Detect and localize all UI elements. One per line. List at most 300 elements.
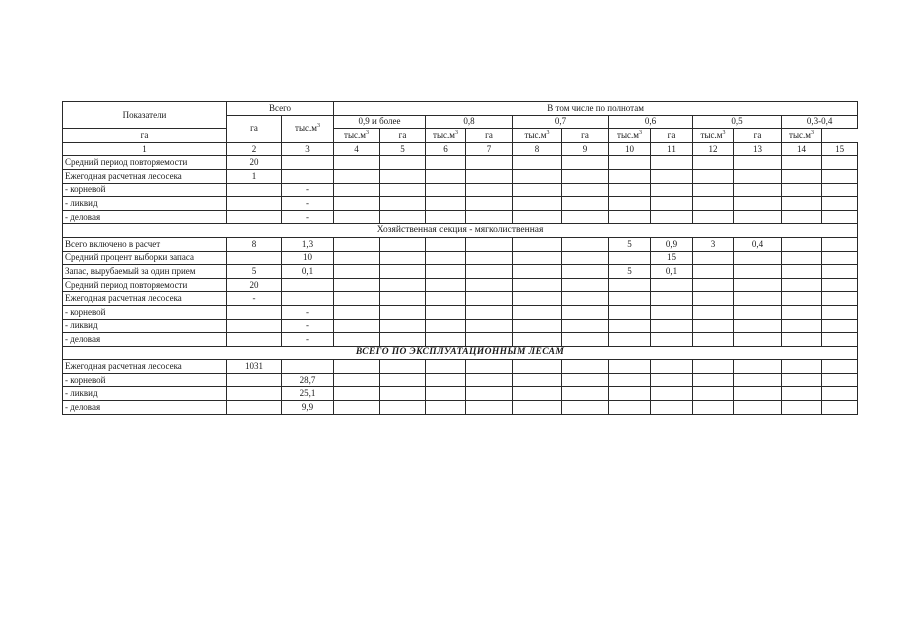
- table-cell: [609, 292, 651, 306]
- table-cell: [693, 360, 734, 374]
- table-cell: [734, 292, 782, 306]
- table-row: [63, 360, 858, 374]
- table-cell: -: [282, 197, 334, 211]
- table-cell: [334, 319, 380, 333]
- table-cell: [426, 360, 466, 374]
- table-cell: [609, 251, 651, 265]
- density-header: 0,5: [693, 115, 782, 129]
- table-cell: -: [282, 183, 334, 197]
- table-cell: -: [282, 210, 334, 224]
- table-cell: [282, 292, 334, 306]
- table-cell: [693, 251, 734, 265]
- table-cell: [562, 183, 609, 197]
- row-label: - деловая: [63, 401, 227, 415]
- table-cell: [562, 333, 609, 347]
- total-header: Всего: [227, 102, 334, 116]
- table-cell: [822, 401, 858, 415]
- table-cell: 5: [227, 265, 282, 279]
- table-cell: [513, 237, 562, 251]
- table-row: [63, 387, 858, 401]
- table-row: [63, 373, 858, 387]
- table-cell: [693, 373, 734, 387]
- header-row-3: [63, 129, 858, 143]
- table-cell: [651, 333, 693, 347]
- table-cell: [466, 305, 513, 319]
- table-cell: [734, 387, 782, 401]
- table-cell: [380, 183, 426, 197]
- table-cell: [334, 169, 380, 183]
- table-cell: [227, 251, 282, 265]
- row-label: - ликвид: [63, 197, 227, 211]
- table-cell: [562, 251, 609, 265]
- column-number: 4: [334, 142, 380, 156]
- table-cell: [227, 183, 282, 197]
- table-cell: [562, 360, 609, 374]
- table-cell: [466, 169, 513, 183]
- table-cell: [609, 156, 651, 170]
- table-cell: [513, 401, 562, 415]
- table-cell: [334, 210, 380, 224]
- density-header: 0,7: [513, 115, 609, 129]
- table-cell: [822, 169, 858, 183]
- table-cell: [334, 387, 380, 401]
- table-cell: [466, 197, 513, 211]
- table-cell: [651, 373, 693, 387]
- table-cell: [693, 156, 734, 170]
- row-label: Запас, вырубаемый за один прием: [63, 265, 227, 279]
- table-cell: [380, 237, 426, 251]
- table-cell: [380, 319, 426, 333]
- table-row: [63, 305, 858, 319]
- table-cell: [466, 292, 513, 306]
- column-number: 10: [609, 142, 651, 156]
- section-header-row: [63, 346, 858, 360]
- forest-cutting-table: [62, 101, 858, 415]
- table-cell: [282, 169, 334, 183]
- table-cell: [651, 292, 693, 306]
- table-cell: [227, 197, 282, 211]
- table-cell: [609, 210, 651, 224]
- table-cell: [693, 292, 734, 306]
- table-cell: [282, 156, 334, 170]
- table-cell: [822, 333, 858, 347]
- column-number: 12: [693, 142, 734, 156]
- table-cell: 5: [609, 265, 651, 279]
- table-cell: [609, 387, 651, 401]
- table-cell: [466, 210, 513, 224]
- column-number: 5: [380, 142, 426, 156]
- table-cell: [782, 319, 822, 333]
- table-cell: [227, 305, 282, 319]
- table-cell: 10: [282, 251, 334, 265]
- column-number: 13: [734, 142, 782, 156]
- table-cell: [693, 183, 734, 197]
- table-cell: [380, 305, 426, 319]
- table-cell: [380, 169, 426, 183]
- table-cell: [822, 305, 858, 319]
- table-cell: 1031: [227, 360, 282, 374]
- table-cell: [822, 292, 858, 306]
- table-cell: [782, 156, 822, 170]
- table-cell: [513, 156, 562, 170]
- table-cell: [466, 333, 513, 347]
- table-cell: [822, 319, 858, 333]
- table-cell: [426, 265, 466, 279]
- table-cell: 28,7: [282, 373, 334, 387]
- table-cell: -: [282, 305, 334, 319]
- unit-volume-header: $тыс.м^3$: [693, 129, 734, 143]
- table-row: [63, 156, 858, 170]
- table-cell: [426, 333, 466, 347]
- table-cell: [334, 278, 380, 292]
- table-cell: -: [227, 292, 282, 306]
- table-cell: [609, 373, 651, 387]
- table-cell: [782, 251, 822, 265]
- table-cell: [609, 169, 651, 183]
- table-cell: [651, 210, 693, 224]
- table-cell: [513, 360, 562, 374]
- row-label: - деловая: [63, 210, 227, 224]
- table-cell: [334, 333, 380, 347]
- table-cell: [822, 183, 858, 197]
- table-cell: [562, 210, 609, 224]
- table-cell: 3: [693, 237, 734, 251]
- table-cell: [426, 401, 466, 415]
- table-cell: 0,4: [734, 237, 782, 251]
- unit-ha-header: га: [63, 129, 227, 143]
- table-cell: [562, 278, 609, 292]
- table-cell: [651, 319, 693, 333]
- table-cell: [513, 305, 562, 319]
- table-cell: [380, 251, 426, 265]
- table-cell: [651, 156, 693, 170]
- table-cell: [513, 387, 562, 401]
- unit-volume-header: $тыс.м^3$: [513, 129, 562, 143]
- table-row: [63, 319, 858, 333]
- table-row: [63, 210, 858, 224]
- table-cell: [822, 156, 858, 170]
- table-cell: [782, 210, 822, 224]
- unit-ha-header: га: [466, 129, 513, 143]
- table-cell: [651, 183, 693, 197]
- table-cell: 5: [609, 237, 651, 251]
- table-cell: [651, 387, 693, 401]
- indicators-header: Показатели: [63, 102, 227, 129]
- table-cell: [513, 373, 562, 387]
- table-cell: [227, 401, 282, 415]
- unit-volume-header: $тыс.м^3$: [334, 129, 380, 143]
- table-cell: [782, 305, 822, 319]
- table-cell: -: [282, 319, 334, 333]
- unit-ha-header: га: [562, 129, 609, 143]
- table-cell: [609, 197, 651, 211]
- table-cell: [609, 319, 651, 333]
- table-cell: [693, 210, 734, 224]
- table-cell: [426, 210, 466, 224]
- table-cell: [734, 265, 782, 279]
- unit-volume-header: $тыс.м^3$: [782, 129, 822, 143]
- table-cell: [513, 210, 562, 224]
- table-cell: [466, 265, 513, 279]
- table-cell: [782, 183, 822, 197]
- section-title: ВСЕГО ПО ЭКСПЛУАТАЦИОННЫМ ЛЕСАМ: [63, 346, 858, 360]
- table-cell: [782, 197, 822, 211]
- table-cell: [562, 292, 609, 306]
- table-cell: [562, 305, 609, 319]
- column-number: 14: [782, 142, 822, 156]
- table-cell: [609, 183, 651, 197]
- table-cell: 1,3: [282, 237, 334, 251]
- table-cell: [609, 401, 651, 415]
- unit-volume-header: $тыс.м^3$: [609, 129, 651, 143]
- table-cell: [782, 292, 822, 306]
- table-cell: [466, 319, 513, 333]
- row-label: Средний процент выборки запаса: [63, 251, 227, 265]
- table-row: [63, 292, 858, 306]
- table-cell: [380, 156, 426, 170]
- table-row: [63, 265, 858, 279]
- table-cell: [782, 169, 822, 183]
- table-row: [63, 401, 858, 415]
- table-cell: [782, 237, 822, 251]
- table-cell: [693, 265, 734, 279]
- table-cell: [426, 169, 466, 183]
- table-cell: [466, 373, 513, 387]
- table-cell: 0,9: [651, 237, 693, 251]
- table-cell: [334, 251, 380, 265]
- table-cell: 20: [227, 156, 282, 170]
- table-cell: [562, 373, 609, 387]
- table-cell: [380, 278, 426, 292]
- column-number: 2: [227, 142, 282, 156]
- table-cell: [693, 319, 734, 333]
- table-cell: [513, 169, 562, 183]
- table-cell: [466, 387, 513, 401]
- unit-volume-header: $тыс.м^3$: [426, 129, 466, 143]
- unit-ha-header: га: [380, 129, 426, 143]
- table-cell: [734, 169, 782, 183]
- table-cell: [426, 319, 466, 333]
- table-cell: [693, 387, 734, 401]
- table-cell: [513, 265, 562, 279]
- table-cell: [562, 265, 609, 279]
- table-cell: [822, 251, 858, 265]
- table-row: [63, 183, 858, 197]
- table-cell: [227, 210, 282, 224]
- table-cell: [380, 387, 426, 401]
- table-cell: [466, 237, 513, 251]
- table-cell: [734, 156, 782, 170]
- row-label: - корневой: [63, 373, 227, 387]
- table-cell: [782, 401, 822, 415]
- column-number-row: [63, 142, 858, 156]
- column-number: 9: [562, 142, 609, 156]
- table-cell: [513, 292, 562, 306]
- header-row-1: [63, 102, 858, 116]
- row-label: Средний период повторяемости: [63, 278, 227, 292]
- table-cell: [782, 278, 822, 292]
- column-number: 3: [282, 142, 334, 156]
- table-cell: [513, 197, 562, 211]
- table-cell: [334, 401, 380, 415]
- table-cell: [380, 360, 426, 374]
- table-cell: [782, 360, 822, 374]
- row-label: - деловая: [63, 333, 227, 347]
- total-volume-header: $тыс.м^3$: [282, 115, 334, 142]
- table-cell: [651, 305, 693, 319]
- table-cell: [609, 360, 651, 374]
- table-cell: [734, 197, 782, 211]
- table-cell: [734, 373, 782, 387]
- table-cell: [734, 210, 782, 224]
- table-cell: [562, 387, 609, 401]
- table-row: [63, 251, 858, 265]
- table-cell: [513, 319, 562, 333]
- table-cell: [822, 360, 858, 374]
- section-header-row: [63, 224, 858, 238]
- table-cell: [426, 183, 466, 197]
- row-label: - корневой: [63, 183, 227, 197]
- table-cell: [822, 210, 858, 224]
- table-cell: [693, 401, 734, 415]
- row-label: Ежегодная расчетная лесосека: [63, 169, 227, 183]
- table-cell: [380, 210, 426, 224]
- total-ha-header: га: [227, 115, 282, 142]
- table-cell: [822, 387, 858, 401]
- table-cell: [466, 183, 513, 197]
- table-cell: [513, 278, 562, 292]
- table-cell: [380, 292, 426, 306]
- row-label: Ежегодная расчетная лесосека: [63, 292, 227, 306]
- table-cell: 25,1: [282, 387, 334, 401]
- table-cell: [562, 156, 609, 170]
- table-cell: [651, 278, 693, 292]
- table-cell: [822, 197, 858, 211]
- column-number: 7: [466, 142, 513, 156]
- table-cell: [466, 251, 513, 265]
- table-cell: [426, 292, 466, 306]
- table-cell: [822, 373, 858, 387]
- table-cell: [822, 265, 858, 279]
- table-cell: [227, 319, 282, 333]
- table-cell: [693, 197, 734, 211]
- row-label: - ликвид: [63, 319, 227, 333]
- table-cell: 0,1: [651, 265, 693, 279]
- table-cell: [426, 251, 466, 265]
- table-cell: [734, 333, 782, 347]
- unit-ha-header: га: [734, 129, 782, 143]
- table-cell: [466, 278, 513, 292]
- table-cell: [466, 360, 513, 374]
- table-cell: [426, 156, 466, 170]
- density-group-header: В том числе по полнотам: [334, 102, 858, 116]
- table-cell: [334, 265, 380, 279]
- table-cell: [609, 333, 651, 347]
- table-cell: [513, 333, 562, 347]
- table-cell: [734, 401, 782, 415]
- table-cell: [227, 387, 282, 401]
- table-cell: [693, 333, 734, 347]
- table-cell: [734, 278, 782, 292]
- table-cell: [334, 292, 380, 306]
- column-number: 15: [822, 142, 858, 156]
- table-cell: [426, 278, 466, 292]
- table-cell: [513, 183, 562, 197]
- density-header: 0,6: [609, 115, 693, 129]
- table-cell: [693, 169, 734, 183]
- table-cell: [782, 387, 822, 401]
- table-cell: [426, 387, 466, 401]
- table-cell: [651, 360, 693, 374]
- column-number: 11: [651, 142, 693, 156]
- table-row: [63, 169, 858, 183]
- column-number: 8: [513, 142, 562, 156]
- table-cell: [609, 305, 651, 319]
- table-cell: [734, 360, 782, 374]
- row-label: - ликвид: [63, 387, 227, 401]
- table-row: [63, 333, 858, 347]
- table-cell: [651, 169, 693, 183]
- table-cell: [734, 251, 782, 265]
- table-cell: [822, 237, 858, 251]
- table-cell: [782, 373, 822, 387]
- density-header: 0,9 и более: [334, 115, 426, 129]
- table-cell: [334, 197, 380, 211]
- table-cell: [334, 360, 380, 374]
- table-cell: [562, 197, 609, 211]
- table-cell: [782, 265, 822, 279]
- table-cell: [693, 305, 734, 319]
- unit-ha-header: га: [651, 129, 693, 143]
- section-title: Хозяйственная секция - мягколиственная: [63, 224, 858, 238]
- table-row: [63, 197, 858, 211]
- table-cell: [651, 197, 693, 211]
- table-cell: [562, 237, 609, 251]
- table-cell: [282, 278, 334, 292]
- row-label: Всего включено в расчет: [63, 237, 227, 251]
- table-cell: 20: [227, 278, 282, 292]
- table-cell: [227, 333, 282, 347]
- table-cell: [426, 197, 466, 211]
- table-cell: 1: [227, 169, 282, 183]
- table-cell: [282, 360, 334, 374]
- table-cell: [466, 401, 513, 415]
- table-cell: [380, 401, 426, 415]
- table-cell: [227, 373, 282, 387]
- table-cell: [782, 333, 822, 347]
- table-cell: [426, 373, 466, 387]
- density-header: 0,8: [426, 115, 513, 129]
- row-label: Средний период повторяемости: [63, 156, 227, 170]
- table-row: [63, 237, 858, 251]
- table-cell: [334, 373, 380, 387]
- table-cell: -: [282, 333, 334, 347]
- table-cell: 0,1: [282, 265, 334, 279]
- table-cell: [734, 305, 782, 319]
- column-number: 6: [426, 142, 466, 156]
- table-cell: [380, 333, 426, 347]
- table-cell: [693, 278, 734, 292]
- table-cell: [426, 305, 466, 319]
- table-cell: 9,9: [282, 401, 334, 415]
- table-cell: [334, 305, 380, 319]
- table-cell: [334, 183, 380, 197]
- table-cell: [562, 169, 609, 183]
- table-cell: [380, 265, 426, 279]
- column-number: 1: [63, 142, 227, 156]
- table-cell: [426, 237, 466, 251]
- table-cell: [466, 156, 513, 170]
